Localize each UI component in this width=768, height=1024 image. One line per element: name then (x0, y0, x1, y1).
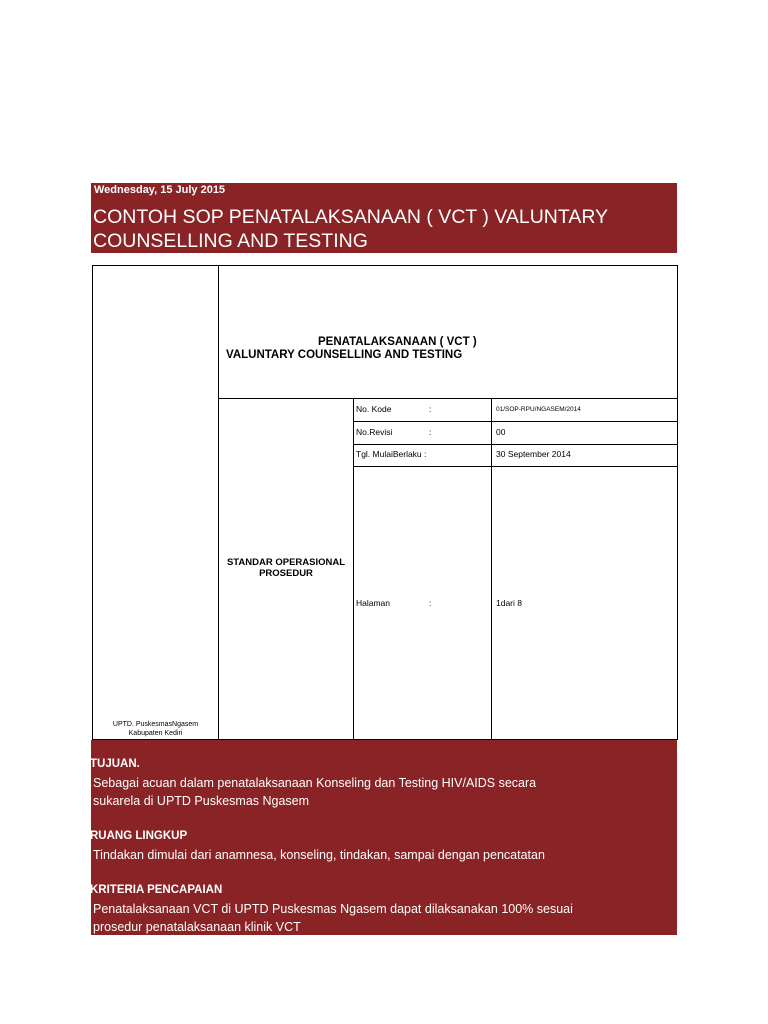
halaman-value: 1dari 8 (496, 598, 522, 608)
revisi-label: No.Revisi (356, 427, 393, 437)
tgl-value: 30 September 2014 (496, 449, 571, 459)
section-3-heading: KRITERIA PENCAPAIAN (90, 884, 223, 896)
halaman-colon: : (429, 598, 432, 608)
tgl-label: Tgl. MulaiBerlaku : (356, 449, 427, 459)
title-line-1: CONTOH SOP PENATALAKSANAAN ( VCT ) VALUNTARY (93, 206, 609, 228)
section-1-heading: TUJUAN. (90, 758, 140, 770)
kode-colon: : (429, 404, 432, 414)
section-1-number: 1. (65, 758, 75, 770)
section-3-line-2: prosedur penatalaksanaan klinik VCT (93, 920, 301, 934)
org-region: Kabupaten Kediri (128, 730, 183, 737)
org-cell (92, 265, 219, 740)
sop-label-line-2: PROSEDUR (259, 568, 313, 579)
kode-label: No. Kode (356, 404, 392, 414)
kode-value: 01/SOP-RPU/NGASEM/2014 (496, 406, 581, 413)
org-name: UPTD. PuskesmasNgasem (112, 721, 199, 728)
section-3-line-1: Penatalaksanaan VCT di UPTD Puskesmas Ngasem dapat dilaksanakan 100% sesuai (93, 902, 573, 916)
halaman-label: Halaman (356, 598, 391, 608)
section-2-heading: RUANG LINGKUP (90, 830, 188, 842)
revisi-value: 00 (496, 427, 506, 437)
title-line-2: COUNSELLING AND TESTING (93, 230, 368, 252)
revisi-colon: : (429, 427, 432, 437)
section-1-line-1: Sebagai acuan dalam penatalaksanaan Konseling dan Testing HIV/AIDS secara (93, 776, 537, 790)
sop-label-line-1: STANDAR OPERASIONAL (226, 557, 346, 568)
section-1-body (93, 774, 536, 810)
header-date: Wednesday, 15 July 2015 (94, 184, 226, 196)
section-3-number: 3. (65, 884, 75, 896)
section-2-body (93, 846, 545, 864)
section-2-number: 2. (65, 830, 75, 842)
doc-title-line-2: VALUNTARY COUNSELLING AND TESTING (226, 349, 463, 361)
section-3-body (93, 900, 573, 936)
header-band (91, 183, 677, 253)
row-revisi-value-cell (491, 421, 678, 445)
doc-title-cell (218, 265, 678, 399)
page-title (93, 205, 673, 253)
doc-title-line-1: PENATALAKSANAAN ( VCT ) (318, 336, 477, 348)
section-1-line-2: sukarela di UPTD Puskesmas Ngasem (93, 794, 310, 808)
section-2-line-1: Tindakan dimulai dari anamnesa, konseling, tindakan, sampai dengan pencatatan (93, 848, 545, 862)
